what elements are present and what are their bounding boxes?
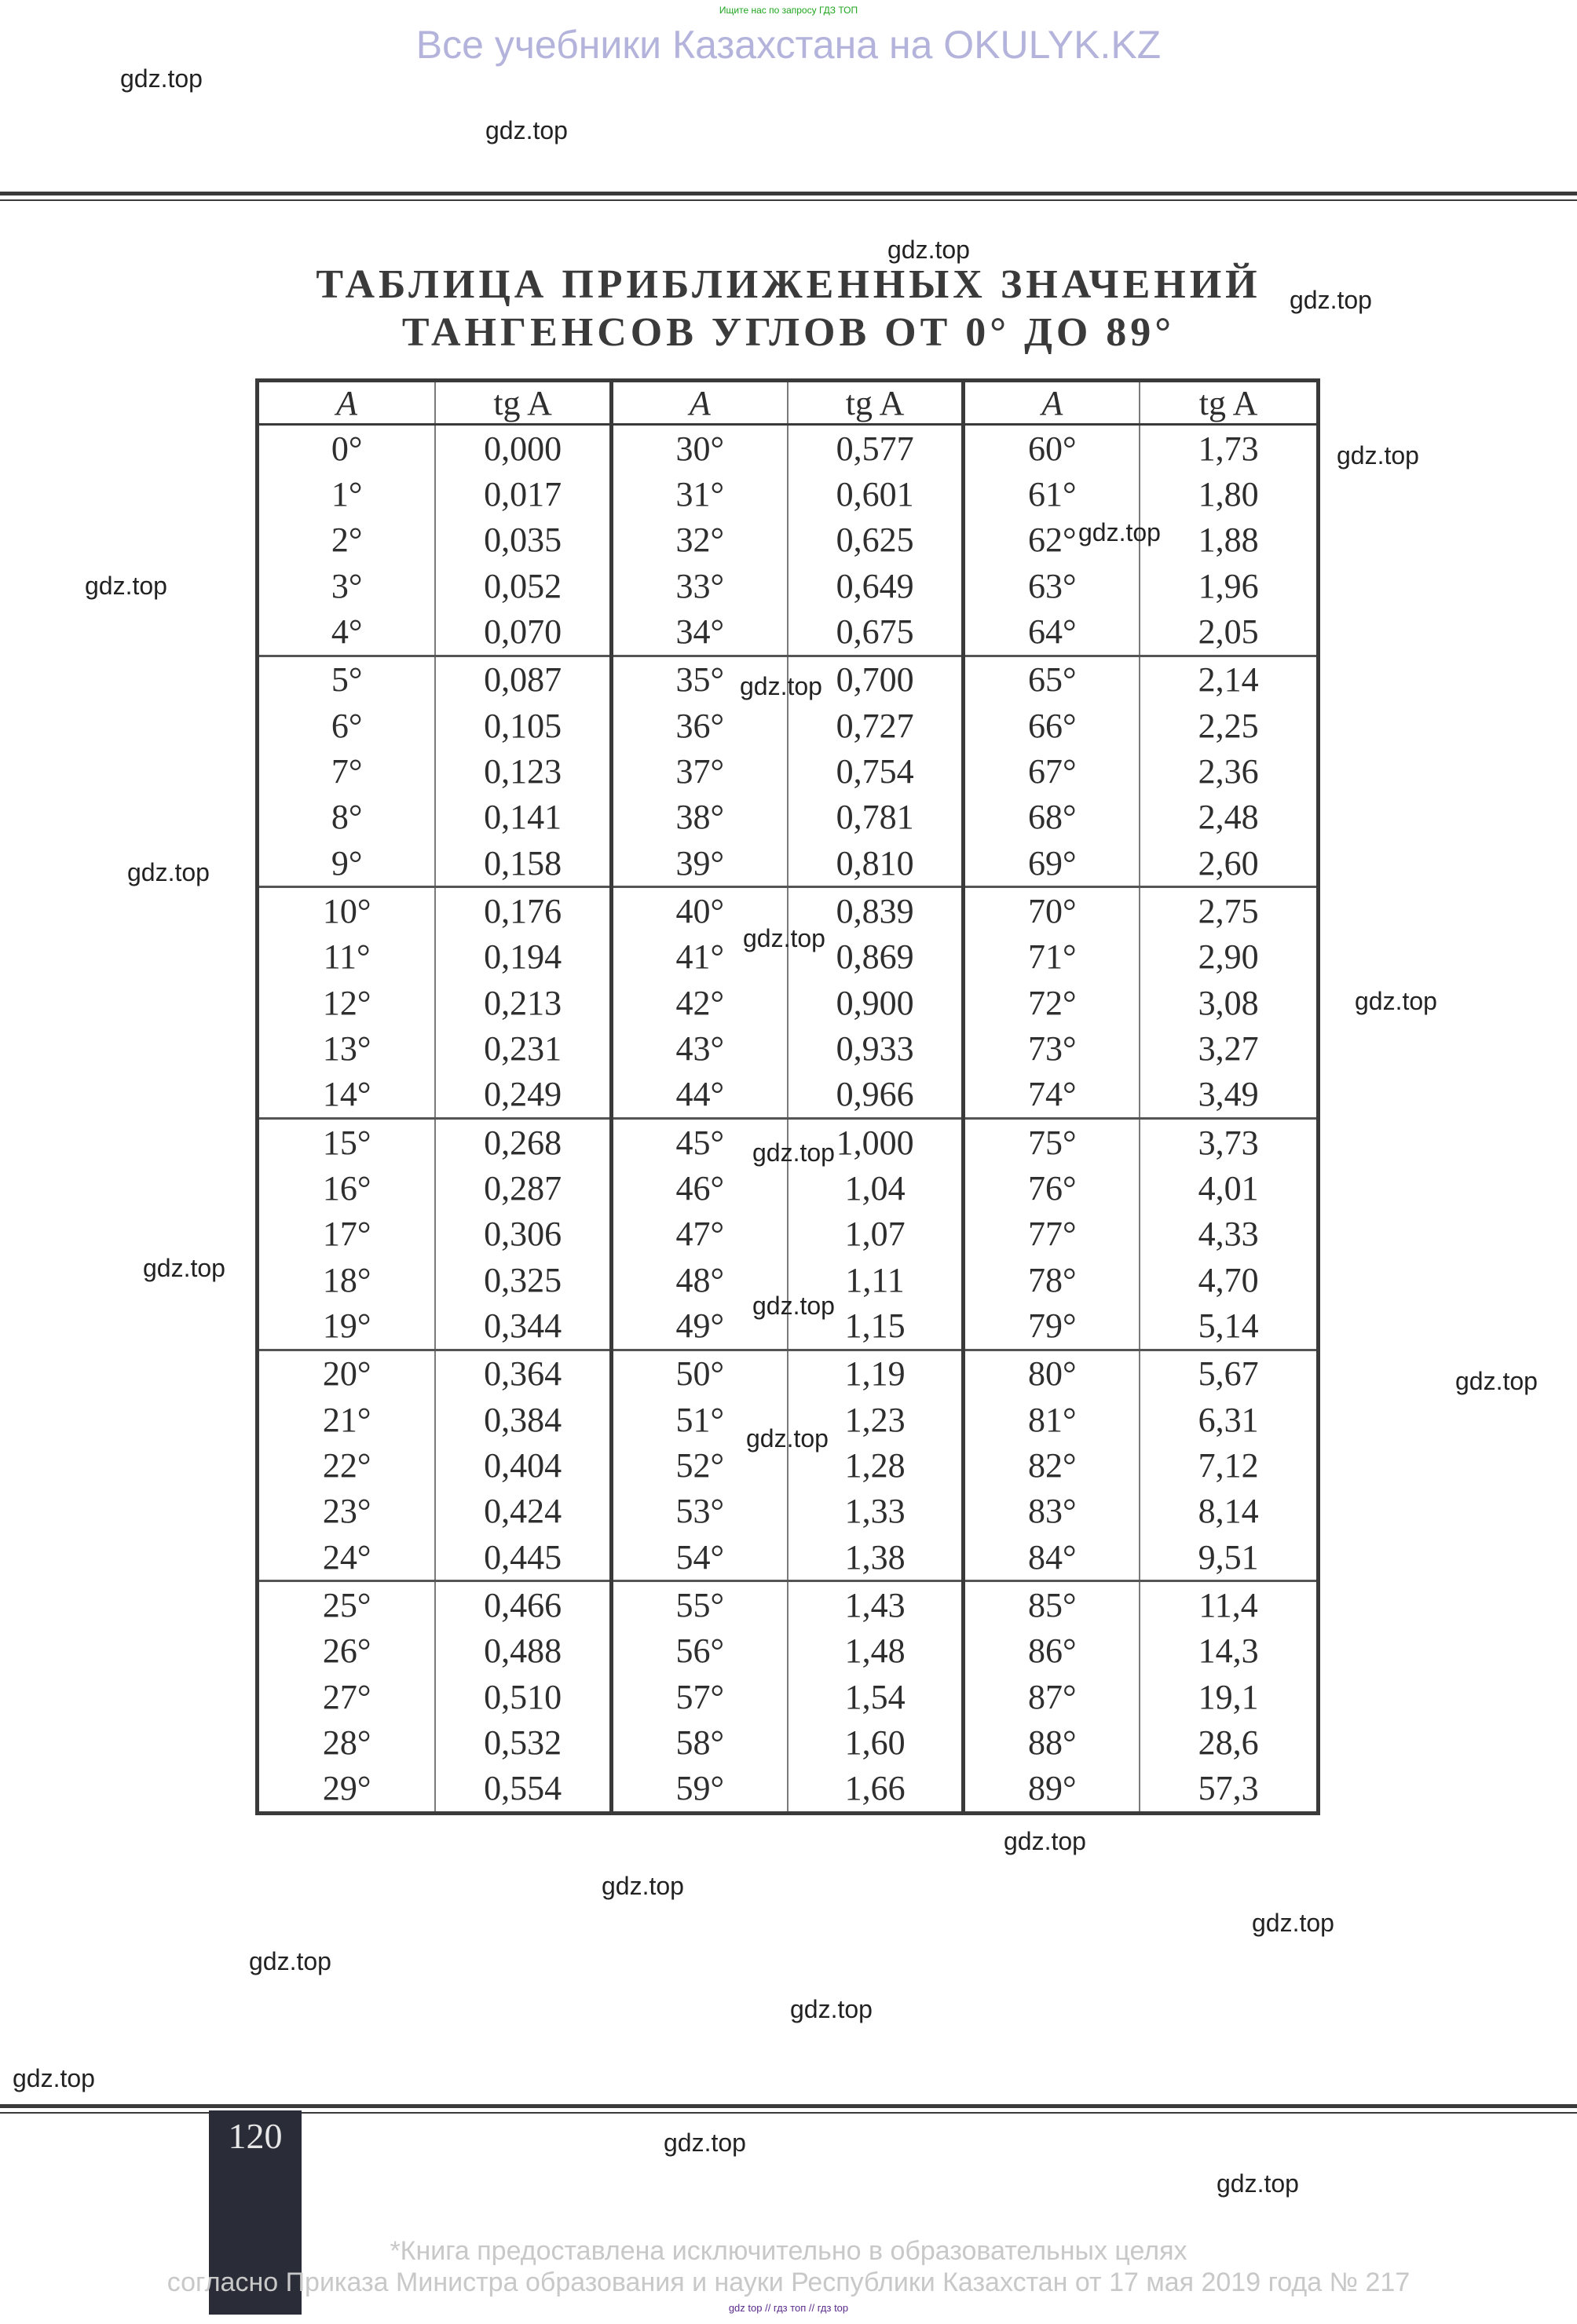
cell-tangent-2: 0,675 — [788, 608, 964, 656]
cell-angle-2: 35° — [611, 656, 787, 703]
cell-tangent-3: 2,36 — [1198, 751, 1259, 791]
tangent-table — [255, 378, 1320, 1815]
cell-tangent-1: 0,194 — [435, 934, 611, 980]
cell-angle-2: 59° — [611, 1765, 787, 1811]
header-tangent-3: tg A — [1140, 382, 1316, 425]
cell-tangent-3: 11,4 — [1198, 1586, 1258, 1624]
cell-angle-1: 1° — [259, 471, 435, 517]
watermark-text: gdz.top — [790, 1995, 873, 2023]
cell-tangent-2: 1,07 — [788, 1211, 964, 1257]
cell-tangent-3: 4,33 — [1198, 1215, 1259, 1254]
cell-angle-1: 24° — [259, 1534, 435, 1581]
cell-angle-1: 10° — [259, 887, 435, 934]
cell-tangent-2: 1,54 — [788, 1674, 964, 1719]
cell-angle-2: 37° — [611, 748, 787, 794]
cell-tangent-1: 0,424 — [435, 1489, 611, 1534]
cell-angle-1: 28° — [259, 1719, 435, 1765]
watermark-text: gdz.top — [13, 2064, 95, 2092]
cell-angle-2: 42° — [611, 980, 787, 1025]
cell-tangent-2: 1,15 — [788, 1303, 964, 1350]
cell-angle-3: 78° — [964, 1257, 1140, 1303]
cell-tangent-1: 0,087 — [435, 656, 611, 703]
cell-angle-1: 22° — [259, 1442, 435, 1488]
table-row — [259, 840, 1316, 887]
watermark-text: gdz.top — [120, 64, 203, 93]
table-row — [259, 1534, 1316, 1581]
cell-angle-2: 53° — [611, 1489, 787, 1534]
table-row — [259, 1072, 1316, 1119]
footer-legal-note: согласно Приказа Министра образования и науки Республики Казахстан от 17 мая 2019 года № 217 — [166, 2267, 1411, 2297]
cell-angle-3: 63° — [964, 563, 1140, 608]
cell-angle-3: 83° — [964, 1489, 1140, 1534]
cell-tangent-2: 0,933 — [788, 1025, 964, 1071]
cell-angle-3: 67° — [964, 748, 1140, 794]
cell-angle-1: 11° — [259, 934, 435, 980]
cell-angle-1: 2° — [259, 517, 435, 563]
cell-angle-3: 88° — [964, 1719, 1140, 1765]
cell-tangent-2: 0,649 — [788, 563, 964, 608]
header-tangent-2: tg A — [788, 382, 964, 425]
cell-tangent-1: 0,306 — [435, 1211, 611, 1257]
table-row — [259, 748, 1316, 794]
watermark-text: gdz.top — [1455, 1367, 1538, 1395]
cell-tangent-2: 0,810 — [788, 840, 964, 887]
cell-tangent-1: 0,231 — [435, 1025, 611, 1071]
cell-tangent-2: 0,869 — [788, 934, 964, 980]
cell-angle-2: 52° — [611, 1442, 787, 1488]
table-row — [259, 795, 1316, 840]
watermark-text: gdz.top — [752, 1292, 835, 1320]
cell-angle-1: 6° — [259, 703, 435, 748]
watermark-text: gdz.top — [143, 1254, 225, 1282]
header-divider-thin — [0, 199, 1577, 201]
cell-angle-1: 13° — [259, 1025, 435, 1071]
cell-tangent-3: 1,80 — [1198, 475, 1259, 514]
cell-tangent-1: 0,213 — [435, 980, 611, 1025]
watermark-text: gdz.top — [887, 236, 970, 264]
cell-angle-1: 27° — [259, 1674, 435, 1719]
cell-tangent-3: 2,48 — [1198, 798, 1259, 837]
cell-angle-1: 23° — [259, 1489, 435, 1534]
cell-angle-2: 47° — [611, 1211, 787, 1257]
page-number: 120 — [228, 2116, 283, 2156]
cell-tangent-2: 0,900 — [788, 980, 964, 1025]
cell-tangent-3: 4,70 — [1198, 1260, 1259, 1299]
header-angle-1: A — [259, 382, 435, 425]
watermark-text: gdz.top — [485, 116, 568, 144]
cell-tangent-3: 2,25 — [1198, 706, 1259, 745]
cell-tangent-1: 0,017 — [435, 471, 611, 517]
cell-tangent-3: 2,60 — [1140, 840, 1316, 887]
cell-angle-3: 81° — [964, 1397, 1140, 1442]
cell-angle-2: 38° — [611, 795, 787, 840]
cell-angle-1: 17° — [259, 1211, 435, 1257]
cell-tangent-2: 0,577 — [788, 425, 964, 472]
cell-angle-2: 34° — [611, 608, 787, 656]
watermark-text: gdz.top — [602, 1872, 684, 1900]
cell-tangent-1: 0,344 — [435, 1303, 611, 1350]
cell-angle-3: 80° — [964, 1350, 1140, 1397]
cell-tangent-1: 0,325 — [435, 1257, 611, 1303]
cell-tangent-2: 1,43 — [788, 1581, 964, 1628]
header-tangent-1: tg A — [435, 382, 611, 425]
cell-tangent-1: 0,105 — [435, 703, 611, 748]
table-row — [259, 1489, 1316, 1534]
cell-tangent-3: 57,3 — [1198, 1769, 1259, 1808]
cell-angle-1: 19° — [259, 1303, 435, 1350]
cell-angle-2: 32° — [611, 517, 787, 563]
cell-angle-3: 77° — [964, 1211, 1140, 1257]
watermark-text: gdz.top — [746, 1424, 829, 1452]
cell-tangent-1: 0,035 — [435, 517, 611, 563]
cell-angle-1: 8° — [259, 795, 435, 840]
cell-angle-2: 45° — [611, 1118, 787, 1165]
cell-tangent-1: 0,554 — [435, 1765, 611, 1811]
cell-tangent-3: 5,67 — [1198, 1354, 1259, 1394]
cell-tangent-2: 1,38 — [788, 1534, 964, 1581]
site-banner[interactable]: Все учебники Казахстана на OKULYK.KZ — [415, 23, 1162, 67]
table-row — [259, 1211, 1316, 1257]
cell-tangent-2: 1,11 — [788, 1257, 964, 1303]
cell-angle-3: 62° — [964, 517, 1140, 563]
table-row — [259, 703, 1316, 748]
watermark-text: gdz.top — [1004, 1827, 1086, 1855]
cell-tangent-1: 0,052 — [435, 563, 611, 608]
cell-tangent-2: 0,727 — [788, 703, 964, 748]
cell-angle-3: 68° — [964, 795, 1140, 840]
table-row — [259, 608, 1316, 656]
cell-tangent-1: 0,384 — [435, 1397, 611, 1442]
cell-tangent-2: 1,48 — [788, 1628, 964, 1674]
cell-tangent-3: 28,6 — [1198, 1723, 1259, 1762]
cell-angle-3: 66° — [964, 703, 1140, 748]
cell-angle-1: 21° — [259, 1397, 435, 1442]
table-row — [259, 1628, 1316, 1674]
table-row — [259, 1765, 1316, 1811]
cell-tangent-3: 1,73 — [1198, 429, 1259, 468]
watermark-text: gdz.top — [1217, 2169, 1299, 2198]
cell-tangent-3: 3,08 — [1198, 983, 1259, 1022]
cell-tangent-1: 0,123 — [435, 748, 611, 794]
footer-disclaimer: *Книга предоставлена исключительно в образовательных целях — [390, 2236, 1187, 2266]
cell-tangent-1: 0,158 — [435, 840, 611, 887]
cell-angle-2: 51° — [611, 1397, 787, 1442]
cell-angle-3: 73° — [964, 1025, 1140, 1071]
cell-tangent-3: 19,1 — [1198, 1677, 1259, 1716]
watermark-text: gdz.top — [664, 2129, 746, 2157]
cell-angle-1: 12° — [259, 980, 435, 1025]
cell-tangent-2: 0,601 — [788, 471, 964, 517]
table-row — [259, 1025, 1316, 1071]
cell-angle-3: 85° — [964, 1581, 1140, 1628]
cell-angle-2: 56° — [611, 1628, 787, 1674]
cell-angle-3: 86° — [964, 1628, 1140, 1674]
cell-tangent-2: 1,19 — [788, 1350, 964, 1397]
watermark-text: gdz.top — [85, 572, 167, 600]
cell-angle-1: 4° — [259, 608, 435, 656]
cell-tangent-3: 2,90 — [1198, 937, 1259, 977]
watermark-text: gdz.top — [743, 924, 825, 952]
cell-angle-3: 74° — [964, 1072, 1140, 1119]
cell-tangent-2: 0,625 — [788, 517, 964, 563]
cell-angle-3: 75° — [964, 1118, 1140, 1165]
watermark-text: gdz.top — [1290, 286, 1372, 314]
cell-tangent-3: 2,14 — [1198, 660, 1259, 700]
cell-tangent-3: 2,75 — [1198, 892, 1259, 931]
cell-tangent-2: 1,33 — [788, 1489, 964, 1534]
cell-angle-1: 26° — [259, 1628, 435, 1674]
table-row — [259, 425, 1316, 472]
cell-angle-2: 48° — [611, 1257, 787, 1303]
cell-angle-1: 25° — [259, 1581, 435, 1628]
table-title-line-2: ТАНГЕНСОВ УГЛОВ ОТ 0° ДО 89° — [401, 310, 1176, 355]
cell-tangent-1: 0,141 — [435, 795, 611, 840]
cell-angle-2: 36° — [611, 703, 787, 748]
cell-angle-3: 76° — [964, 1165, 1140, 1211]
cell-tangent-1: 0,532 — [435, 1719, 611, 1765]
cell-angle-2: 54° — [611, 1534, 787, 1581]
table-title-line-1: ТАБЛИЦА ПРИБЛИЖЕННЫХ ЗНАЧЕНИЙ — [316, 262, 1261, 307]
cell-tangent-2: 0,966 — [788, 1072, 964, 1119]
cell-angle-2: 50° — [611, 1350, 787, 1397]
watermark-text: gdz.top — [1252, 1909, 1334, 1937]
cell-tangent-2: 0,781 — [788, 795, 964, 840]
table-row — [259, 1165, 1316, 1211]
cell-angle-3: 65° — [964, 656, 1140, 703]
cell-angle-3: 60° — [964, 425, 1140, 472]
table-row — [259, 1350, 1316, 1397]
cell-angle-3: 84° — [964, 1534, 1140, 1581]
cell-tangent-3: 1,96 — [1198, 566, 1259, 605]
watermark-text: gdz.top — [1337, 441, 1419, 470]
cell-angle-1: 15° — [259, 1118, 435, 1165]
watermark-text: gdz.top — [1355, 987, 1437, 1015]
cell-angle-2: 57° — [611, 1674, 787, 1719]
cell-angle-2: 49° — [611, 1303, 787, 1350]
watermark-text: gdz.top — [127, 858, 210, 886]
cell-tangent-3: 1,88 — [1198, 521, 1259, 560]
cell-angle-3: 70° — [964, 887, 1140, 934]
header-divider — [0, 192, 1577, 195]
cell-angle-3: 82° — [964, 1442, 1140, 1488]
cell-tangent-2: 0,700 — [788, 656, 964, 703]
cell-tangent-3: 2,05 — [1140, 608, 1316, 656]
cell-angle-2: 39° — [611, 840, 787, 887]
cell-angle-2: 40° — [611, 887, 787, 934]
cell-tangent-2: 1,23 — [788, 1397, 964, 1442]
table-row — [259, 563, 1316, 608]
header-angle-3: A — [964, 382, 1140, 425]
cell-tangent-3: 8,14 — [1198, 1492, 1259, 1531]
cell-tangent-2: 1,66 — [788, 1765, 964, 1811]
footer-divider — [0, 2104, 1577, 2108]
cell-tangent-1: 0,249 — [435, 1072, 611, 1119]
table-header-row — [259, 382, 1316, 425]
cell-angle-3: 69° — [964, 840, 1140, 887]
cell-tangent-3: 3,49 — [1140, 1072, 1316, 1119]
cell-tangent-3: 6,31 — [1198, 1400, 1259, 1439]
cell-tangent-2: 0,839 — [788, 887, 964, 934]
table-row — [259, 1674, 1316, 1719]
cell-angle-3: 72° — [964, 980, 1140, 1025]
cell-angle-1: 5° — [259, 656, 435, 703]
cell-angle-3: 89° — [964, 1765, 1140, 1811]
watermark-text: gdz.top — [249, 1947, 331, 1975]
cell-tangent-1: 0,000 — [435, 425, 611, 472]
cell-tangent-3: 14,3 — [1198, 1632, 1259, 1671]
cell-tangent-1: 0,070 — [435, 608, 611, 656]
cell-tangent-3: 4,01 — [1198, 1169, 1259, 1208]
cell-tangent-2: 1,28 — [788, 1442, 964, 1488]
cell-angle-1: 14° — [259, 1072, 435, 1119]
table-row — [259, 1581, 1316, 1628]
cell-angle-1: 7° — [259, 748, 435, 794]
cell-tangent-3: 3,73 — [1198, 1123, 1259, 1162]
cell-tangent-3: 9,51 — [1140, 1534, 1316, 1581]
table-row — [259, 471, 1316, 517]
cell-tangent-2: 1,04 — [788, 1165, 964, 1211]
cell-tangent-2: 1,60 — [788, 1719, 964, 1765]
watermark-text: gdz.top — [740, 672, 822, 700]
cell-angle-2: 33° — [611, 563, 787, 608]
cell-angle-1: 9° — [259, 840, 435, 887]
cell-angle-1: 0° — [259, 425, 435, 472]
cell-tangent-3: 3,27 — [1198, 1029, 1259, 1068]
cell-angle-1: 3° — [259, 563, 435, 608]
cell-tangent-1: 0,268 — [435, 1118, 611, 1165]
table-row — [259, 980, 1316, 1025]
cell-tangent-2: 0,754 — [788, 748, 964, 794]
cell-angle-2: 41° — [611, 934, 787, 980]
cell-angle-2: 31° — [611, 471, 787, 517]
header-angle-2: A — [611, 382, 787, 425]
footer-links[interactable]: gdz top // гдз топ // гдз top — [728, 2302, 849, 2314]
cell-tangent-1: 0,466 — [435, 1581, 611, 1628]
cell-angle-3: 79° — [964, 1303, 1140, 1350]
cell-tangent-3: 5,14 — [1140, 1303, 1316, 1350]
cell-tangent-1: 0,176 — [435, 887, 611, 934]
cell-angle-1: 29° — [259, 1765, 435, 1811]
cell-tangent-1: 0,510 — [435, 1674, 611, 1719]
cell-angle-2: 43° — [611, 1025, 787, 1071]
cell-tangent-1: 0,364 — [435, 1350, 611, 1397]
cell-tangent-1: 0,488 — [435, 1628, 611, 1674]
cell-angle-1: 16° — [259, 1165, 435, 1211]
cell-angle-3: 61° — [964, 471, 1140, 517]
cell-angle-3: 71° — [964, 934, 1140, 980]
cell-tangent-1: 0,445 — [435, 1534, 611, 1581]
cell-tangent-1: 0,287 — [435, 1165, 611, 1211]
search-hint: Ищите нас по запросу ГДЗ ТОП — [719, 5, 858, 16]
cell-angle-2: 44° — [611, 1072, 787, 1119]
cell-angle-3: 87° — [964, 1674, 1140, 1719]
cell-angle-3: 64° — [964, 608, 1140, 656]
table-row — [259, 1719, 1316, 1765]
cell-angle-2: 55° — [611, 1581, 787, 1628]
cell-angle-2: 58° — [611, 1719, 787, 1765]
cell-tangent-3: 7,12 — [1198, 1445, 1259, 1485]
watermark-text: gdz.top — [752, 1138, 835, 1167]
cell-tangent-2: 1,000 — [788, 1118, 964, 1165]
cell-tangent-1: 0,404 — [435, 1442, 611, 1488]
cell-angle-1: 20° — [259, 1350, 435, 1397]
cell-angle-2: 30° — [611, 425, 787, 472]
cell-angle-1: 18° — [259, 1257, 435, 1303]
cell-angle-2: 46° — [611, 1165, 787, 1211]
watermark-text: gdz.top — [1078, 518, 1161, 546]
